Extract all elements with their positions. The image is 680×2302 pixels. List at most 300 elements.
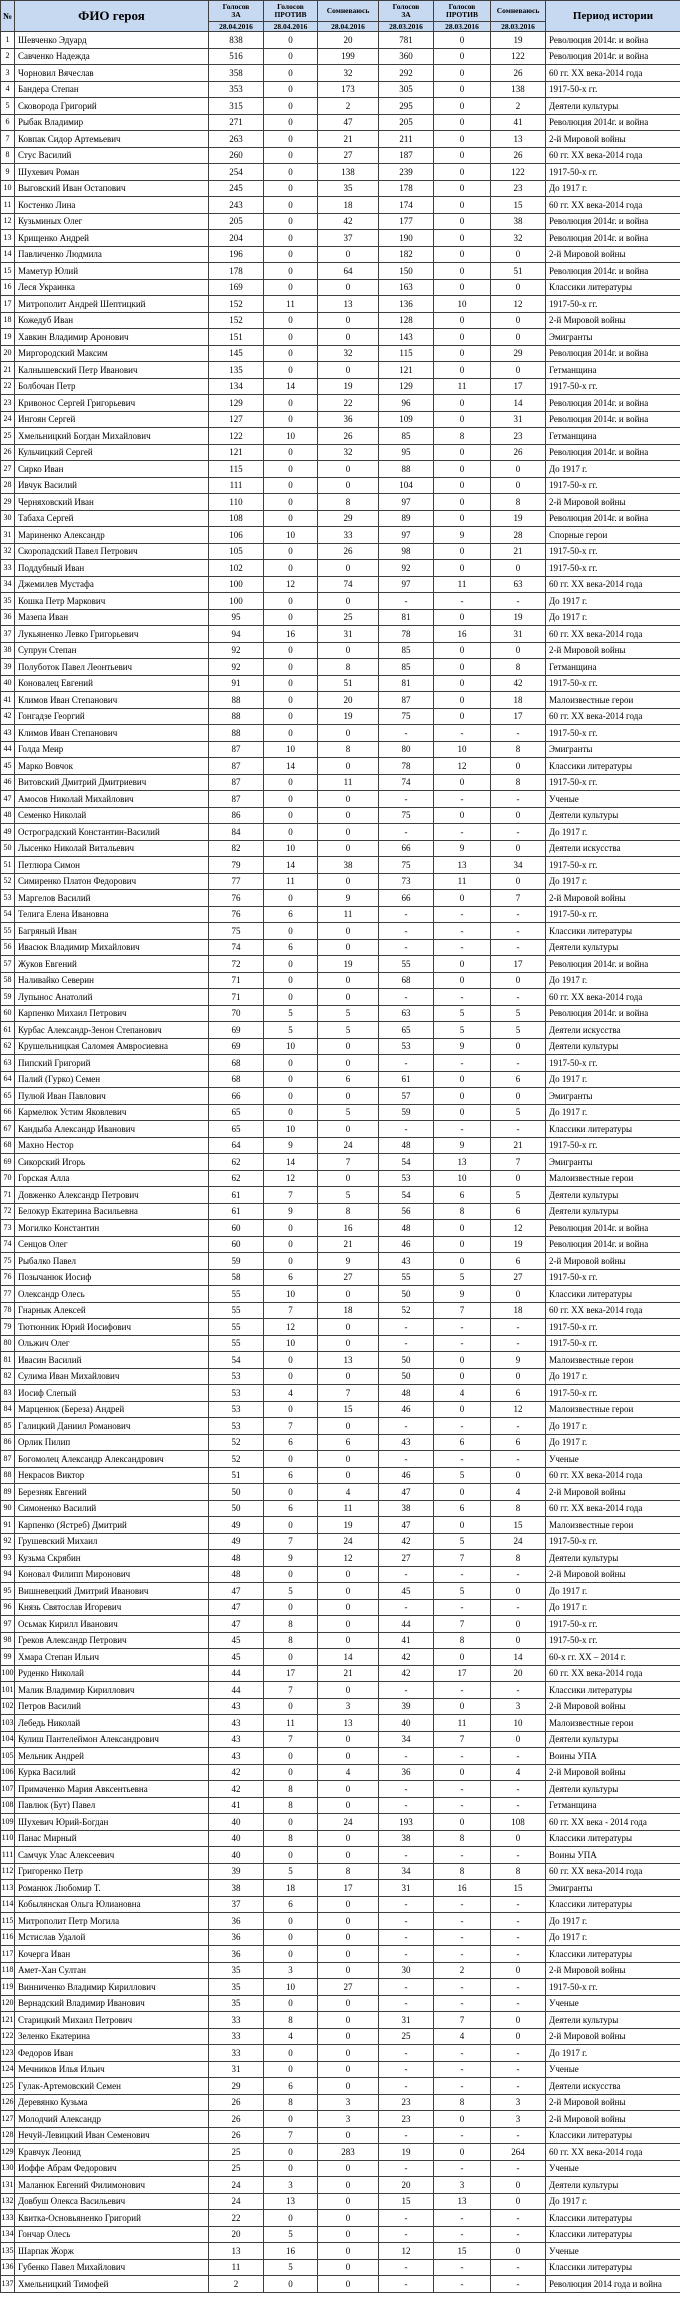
cell-doubt-2804: 19: [318, 956, 379, 973]
cell-doubt-2803: 31: [491, 411, 546, 428]
cell-votes-for-2803: 109: [379, 411, 434, 428]
table-row: [1, 2111, 680, 2128]
cell-votes-against-2804: 4: [264, 2028, 318, 2045]
table-row: [1, 956, 680, 973]
cell-period: 1917-50-х гг.: [546, 477, 680, 494]
cell-votes-for-2804: 37: [209, 1896, 264, 1913]
cell-votes-for-2804: 55: [209, 1319, 264, 1336]
cell-votes-against-2804: 6: [264, 906, 318, 923]
table-row: [1, 65, 680, 82]
cell-doubt-2803: 0: [491, 312, 546, 329]
cell-votes-against-2804: 6: [264, 1467, 318, 1484]
cell-votes-against-2804: 0: [264, 114, 318, 131]
cell-doubt-2803: 5: [491, 1187, 546, 1204]
cell-name: Кузьма Скрябин: [15, 1550, 209, 1567]
cell-doubt-2804: 0: [318, 2160, 379, 2177]
cell-votes-for-2804: 22: [209, 2210, 264, 2227]
cell-votes-against-2804: 11: [264, 873, 318, 890]
cell-period: Спорные герои: [546, 527, 680, 544]
table-row: [1, 230, 680, 247]
cell-votes-against-2804: 0: [264, 1748, 318, 1765]
cell-doubt-2804: 11: [318, 906, 379, 923]
cell-votes-for-2803: 50: [379, 1368, 434, 1385]
cell-period: 60 гг. XX века-2014 года: [546, 626, 680, 643]
cell-doubt-2804: 0: [318, 791, 379, 808]
cell-period: Классики литературы: [546, 2259, 680, 2276]
cell-name: Телига Елена Ивановна: [15, 906, 209, 923]
cell-votes-against-2803: 6: [434, 1187, 491, 1204]
cell-doubt-2804: 0: [318, 1566, 379, 1583]
cell-votes-for-2804: 49: [209, 1517, 264, 1534]
cell-name: Стус Василий: [15, 147, 209, 164]
cell-votes-against-2803: 9: [434, 1038, 491, 1055]
cell-doubt-2804: 0: [318, 2243, 379, 2260]
table-row: [1, 2243, 680, 2260]
cell-votes-against-2803: 16: [434, 1880, 491, 1897]
cell-period: Революция 2014г. и война: [546, 411, 680, 428]
cell-doubt-2804: 0: [318, 873, 379, 890]
table-row: [1, 164, 680, 181]
cell-number: 44: [1, 741, 15, 758]
cell-name: Хмельницкий Тимофей: [15, 2276, 209, 2293]
cell-votes-against-2804: 12: [264, 1319, 318, 1336]
cell-doubt-2804: 199: [318, 48, 379, 65]
cell-votes-against-2804: 0: [264, 2160, 318, 2177]
cell-votes-against-2803: -: [434, 2210, 491, 2227]
cell-number: 84: [1, 1401, 15, 1418]
cell-votes-against-2803: 11: [434, 1715, 491, 1732]
cell-votes-for-2803: -: [379, 2045, 434, 2062]
cell-votes-against-2804: 8: [264, 2094, 318, 2111]
cell-number: 81: [1, 1352, 15, 1369]
cell-votes-for-2804: 65: [209, 1104, 264, 1121]
cell-number: 67: [1, 1121, 15, 1138]
cell-doubt-2804: 0: [318, 560, 379, 577]
cell-doubt-2803: 15: [491, 1517, 546, 1534]
cell-votes-against-2803: 0: [434, 675, 491, 692]
cell-name: Махно Нестор: [15, 1137, 209, 1154]
cell-period: 60 гг. XX века-2014 года: [546, 197, 680, 214]
cell-votes-for-2803: 30: [379, 1962, 434, 1979]
cell-votes-against-2804: 3: [264, 2177, 318, 2194]
cell-votes-for-2803: 143: [379, 329, 434, 346]
table-row: [1, 1467, 680, 1484]
cell-votes-for-2804: 50: [209, 1484, 264, 1501]
cell-votes-for-2804: 105: [209, 543, 264, 560]
cell-period: 60 гг. XX века-2014 года: [546, 1302, 680, 1319]
header-label: [209, 1, 263, 21]
cell-name: Горская Алла: [15, 1170, 209, 1187]
cell-doubt-2803: -: [491, 791, 546, 808]
cell-name: Кочерга Иван: [15, 1946, 209, 1963]
cell-votes-against-2804: 7: [264, 1418, 318, 1435]
table-row: [1, 1995, 680, 2012]
cell-number: 82: [1, 1368, 15, 1385]
cell-votes-against-2804: 0: [264, 362, 318, 379]
cell-votes-against-2803: -: [434, 1979, 491, 1996]
cell-votes-for-2804: 64: [209, 1137, 264, 1154]
cell-doubt-2804: 7: [318, 1154, 379, 1171]
cell-doubt-2803: 4: [491, 1764, 546, 1781]
cell-doubt-2804: 0: [318, 2012, 379, 2029]
cell-period: Малоизвестные герои: [546, 1715, 680, 1732]
cell-votes-for-2804: 102: [209, 560, 264, 577]
cell-votes-against-2803: -: [434, 2061, 491, 2078]
cell-votes-against-2804: 0: [264, 180, 318, 197]
cell-name: Вишневецкий Дмитрий Иванович: [15, 1583, 209, 1600]
cell-votes-against-2803: -: [434, 939, 491, 956]
cell-votes-against-2803: 0: [434, 213, 491, 230]
table-row: [1, 2127, 680, 2144]
cell-name: Орлик Пилип: [15, 1434, 209, 1451]
cell-votes-for-2803: -: [379, 989, 434, 1006]
cell-period: Малоизвестные герои: [546, 1170, 680, 1187]
cell-votes-for-2804: 111: [209, 477, 264, 494]
cell-number: 89: [1, 1484, 15, 1501]
cell-votes-for-2804: 26: [209, 2127, 264, 2144]
cell-votes-for-2803: -: [379, 1946, 434, 1963]
cell-votes-for-2804: 106: [209, 527, 264, 544]
cell-votes-for-2804: 82: [209, 840, 264, 857]
cell-doubt-2804: 138: [318, 164, 379, 181]
cell-votes-for-2804: 31: [209, 2061, 264, 2078]
cell-number: 90: [1, 1500, 15, 1517]
cell-period: Деятели культуры: [546, 807, 680, 824]
cell-votes-against-2804: 9: [264, 1550, 318, 1567]
cell-votes-against-2804: 0: [264, 411, 318, 428]
cell-name: Гончар Олесь: [15, 2226, 209, 2243]
cell-doubt-2803: -: [491, 593, 546, 610]
table-row: [1, 345, 680, 362]
cell-period: 1917-50-х гг.: [546, 1335, 680, 1352]
cell-doubt-2803: 0: [491, 1467, 546, 1484]
cell-votes-against-2803: 8: [434, 428, 491, 445]
cell-votes-for-2803: 43: [379, 1253, 434, 1270]
cell-doubt-2803: 0: [491, 1038, 546, 1055]
cell-period: Революция 2014г. и война: [546, 32, 680, 49]
table-row: [1, 1401, 680, 1418]
cell-period: 2-й Мировой войны: [546, 312, 680, 329]
header-date: 28.04.2016: [264, 21, 317, 31]
cell-number: 125: [1, 2078, 15, 2095]
cell-votes-for-2804: 127: [209, 411, 264, 428]
cell-period: До 1917 г.: [546, 1104, 680, 1121]
cell-doubt-2803: -: [491, 906, 546, 923]
cell-votes-against-2803: -: [434, 1335, 491, 1352]
header-votes-for-2803: [379, 1, 434, 32]
cell-doubt-2804: 20: [318, 692, 379, 709]
cell-votes-for-2804: 516: [209, 48, 264, 65]
table-row: [1, 840, 680, 857]
cell-votes-against-2803: 0: [434, 1814, 491, 1831]
cell-votes-against-2804: 0: [264, 48, 318, 65]
cell-name: Греков Александр Петрович: [15, 1632, 209, 1649]
cell-votes-for-2803: -: [379, 824, 434, 841]
cell-number: 36: [1, 609, 15, 626]
cell-votes-for-2804: 88: [209, 725, 264, 742]
table-row: [1, 1863, 680, 1880]
cell-doubt-2804: 0: [318, 840, 379, 857]
cell-votes-against-2803: 9: [434, 527, 491, 544]
cell-doubt-2803: 24: [491, 1533, 546, 1550]
cell-votes-for-2804: 39: [209, 1863, 264, 1880]
cell-votes-against-2803: 0: [434, 1071, 491, 1088]
table-row: [1, 147, 680, 164]
cell-votes-against-2803: 16: [434, 626, 491, 643]
cell-doubt-2803: 3: [491, 2111, 546, 2128]
cell-votes-for-2804: 25: [209, 2144, 264, 2161]
table-row: [1, 444, 680, 461]
cell-name: Болбочан Петр: [15, 378, 209, 395]
cell-doubt-2804: 0: [318, 923, 379, 940]
table-row: [1, 824, 680, 841]
cell-votes-against-2803: 0: [434, 1517, 491, 1534]
cell-votes-against-2803: -: [434, 989, 491, 1006]
cell-votes-for-2804: 76: [209, 890, 264, 907]
table-row: [1, 1781, 680, 1798]
cell-votes-against-2804: 0: [264, 329, 318, 346]
cell-votes-for-2804: 263: [209, 131, 264, 148]
cell-doubt-2803: 0: [491, 2177, 546, 2194]
cell-votes-against-2803: -: [434, 906, 491, 923]
cell-doubt-2803: 4: [491, 1484, 546, 1501]
cell-period: До 1917 г.: [546, 824, 680, 841]
cell-doubt-2803: 6: [491, 1071, 546, 1088]
cell-votes-for-2804: 53: [209, 1368, 264, 1385]
cell-name: Самчук Улас Алексеевич: [15, 1847, 209, 1864]
cell-name: Бандера Степан: [15, 81, 209, 98]
table-row: [1, 1616, 680, 1633]
cell-doubt-2804: 0: [318, 1962, 379, 1979]
header-label-line: Голосов: [277, 2, 304, 11]
cell-votes-for-2804: 196: [209, 246, 264, 263]
cell-votes-against-2804: 0: [264, 1814, 318, 1831]
cell-votes-against-2804: 0: [264, 1649, 318, 1666]
cell-votes-against-2804: 0: [264, 1946, 318, 1963]
cell-votes-against-2804: 17: [264, 1665, 318, 1682]
cell-doubt-2803: 0: [491, 1583, 546, 1600]
cell-period: Ученые: [546, 2243, 680, 2260]
cell-votes-for-2803: 292: [379, 65, 434, 82]
cell-votes-for-2804: 135: [209, 362, 264, 379]
cell-votes-for-2804: 178: [209, 263, 264, 280]
cell-number: 107: [1, 1781, 15, 1798]
cell-doubt-2803: -: [491, 1335, 546, 1352]
cell-votes-against-2803: -: [434, 2127, 491, 2144]
cell-doubt-2803: 0: [491, 246, 546, 263]
cell-name: Осьмак Кирилл Иванович: [15, 1616, 209, 1633]
table-row: [1, 114, 680, 131]
table-row: [1, 395, 680, 412]
cell-votes-against-2803: 0: [434, 444, 491, 461]
cell-period: 60 гг. XX века-2014 года: [546, 2144, 680, 2161]
cell-votes-against-2804: 0: [264, 774, 318, 791]
cell-votes-for-2803: 44: [379, 1616, 434, 1633]
cell-doubt-2804: 0: [318, 2127, 379, 2144]
cell-number: 28: [1, 477, 15, 494]
cell-votes-against-2804: 0: [264, 989, 318, 1006]
cell-doubt-2803: -: [491, 2276, 546, 2293]
cell-name: Гулак-Артемовский Семен: [15, 2078, 209, 2095]
cell-doubt-2803: 8: [491, 659, 546, 676]
cell-number: 12: [1, 213, 15, 230]
cell-votes-against-2804: 0: [264, 1599, 318, 1616]
cell-period: Малоизвестные герои: [546, 1352, 680, 1369]
cell-votes-against-2804: 10: [264, 527, 318, 544]
cell-name: Симиренко Платон Федорович: [15, 873, 209, 890]
cell-votes-against-2804: 10: [264, 1286, 318, 1303]
cell-number: 91: [1, 1517, 15, 1534]
cell-period: Малоизвестные герои: [546, 1401, 680, 1418]
cell-votes-for-2804: 60: [209, 1236, 264, 1253]
cell-votes-against-2804: 0: [264, 1220, 318, 1237]
cell-number: 75: [1, 1253, 15, 1270]
cell-number: 99: [1, 1649, 15, 1666]
cell-doubt-2803: 26: [491, 65, 546, 82]
cell-votes-for-2803: 187: [379, 147, 434, 164]
cell-doubt-2804: 18: [318, 1302, 379, 1319]
cell-period: Классики литературы: [546, 758, 680, 775]
cell-doubt-2804: 4: [318, 1764, 379, 1781]
table-row: [1, 213, 680, 230]
cell-votes-for-2804: 25: [209, 2160, 264, 2177]
cell-doubt-2804: 27: [318, 1269, 379, 1286]
cell-name: Курка Василий: [15, 1764, 209, 1781]
cell-number: 11: [1, 197, 15, 214]
cell-votes-against-2803: -: [434, 1781, 491, 1798]
cell-votes-against-2803: 0: [434, 114, 491, 131]
cell-number: 100: [1, 1665, 15, 1682]
cell-number: 71: [1, 1187, 15, 1204]
cell-period: До 1917 г.: [546, 1913, 680, 1930]
cell-number: 60: [1, 1005, 15, 1022]
cell-doubt-2804: 7: [318, 1385, 379, 1402]
cell-votes-for-2804: 44: [209, 1682, 264, 1699]
cell-doubt-2804: 3: [318, 2111, 379, 2128]
cell-votes-against-2803: 11: [434, 378, 491, 395]
cell-name: Олександр Олесь: [15, 1286, 209, 1303]
cell-name: Кожедуб Иван: [15, 312, 209, 329]
cell-doubt-2803: 8: [491, 741, 546, 758]
cell-doubt-2804: 51: [318, 675, 379, 692]
cell-votes-against-2804: 0: [264, 32, 318, 49]
cell-period: Деятели культуры: [546, 1781, 680, 1798]
cell-doubt-2803: 18: [491, 692, 546, 709]
cell-votes-against-2804: 8: [264, 1632, 318, 1649]
cell-period: 2-й Мировой войны: [546, 1484, 680, 1501]
table-row: [1, 1913, 680, 1930]
cell-doubt-2803: -: [491, 1781, 546, 1798]
cell-doubt-2804: 0: [318, 2276, 379, 2293]
cell-votes-for-2803: -: [379, 923, 434, 940]
cell-doubt-2804: 21: [318, 1665, 379, 1682]
table-row: [1, 1220, 680, 1237]
cell-period: 1917-50-х гг.: [546, 560, 680, 577]
cell-votes-for-2804: 245: [209, 180, 264, 197]
cell-name: Савченко Надежда: [15, 48, 209, 65]
cell-votes-for-2804: 45: [209, 1632, 264, 1649]
cell-votes-against-2804: 14: [264, 758, 318, 775]
cell-votes-against-2804: 8: [264, 1830, 318, 1847]
table-row: [1, 972, 680, 989]
cell-votes-for-2804: 35: [209, 1995, 264, 2012]
cell-doubt-2803: -: [491, 1847, 546, 1864]
cell-period: Ученые: [546, 791, 680, 808]
cell-votes-for-2803: 39: [379, 1698, 434, 1715]
cell-votes-for-2803: -: [379, 906, 434, 923]
cell-votes-for-2804: 205: [209, 213, 264, 230]
table-row: [1, 1599, 680, 1616]
cell-doubt-2804: 16: [318, 1220, 379, 1237]
cell-doubt-2803: 0: [491, 972, 546, 989]
table-row: [1, 296, 680, 313]
cell-votes-for-2803: 15: [379, 2193, 434, 2210]
cell-doubt-2804: 0: [318, 1319, 379, 1336]
cell-votes-against-2804: 6: [264, 2078, 318, 2095]
cell-doubt-2804: 0: [318, 329, 379, 346]
cell-votes-against-2804: 0: [264, 1451, 318, 1468]
cell-votes-against-2804: 0: [264, 1995, 318, 2012]
cell-period: Деятели культуры: [546, 98, 680, 115]
cell-votes-for-2804: 47: [209, 1583, 264, 1600]
cell-doubt-2804: 5: [318, 1005, 379, 1022]
cell-period: 1917-50-х гг.: [546, 774, 680, 791]
table-row: [1, 1154, 680, 1171]
cell-votes-for-2804: 65: [209, 1121, 264, 1138]
cell-votes-for-2804: 88: [209, 708, 264, 725]
cell-name: Миргородский Максим: [15, 345, 209, 362]
cell-name: Ивасин Василий: [15, 1352, 209, 1369]
cell-doubt-2803: 5: [491, 1005, 546, 1022]
cell-votes-against-2804: 6: [264, 1269, 318, 1286]
cell-doubt-2804: 0: [318, 1055, 379, 1072]
cell-votes-for-2804: 20: [209, 2226, 264, 2243]
table-row: [1, 329, 680, 346]
cell-number: 126: [1, 2094, 15, 2111]
cell-number: 105: [1, 1748, 15, 1765]
table-row: [1, 180, 680, 197]
cell-period: Деятели культуры: [546, 1038, 680, 1055]
cell-period: 60 гг. XX века-2014 года: [546, 708, 680, 725]
cell-name: Лупынос Анатолий: [15, 989, 209, 1006]
cell-period: Революция 2014г. и война: [546, 1236, 680, 1253]
cell-doubt-2803: 23: [491, 428, 546, 445]
cell-votes-against-2804: 6: [264, 1500, 318, 1517]
table-row: [1, 378, 680, 395]
cell-period: 60 гг. XX века-2014 года: [546, 1665, 680, 1682]
cell-votes-for-2804: 58: [209, 1269, 264, 1286]
cell-doubt-2803: 0: [491, 2243, 546, 2260]
header-label: [491, 1, 545, 21]
cell-number: 69: [1, 1154, 15, 1171]
cell-number: 16: [1, 279, 15, 296]
cell-name: Маланюк Евгений Филимонович: [15, 2177, 209, 2194]
cell-votes-for-2804: 838: [209, 32, 264, 49]
header-doubt-2803: [491, 1, 546, 32]
cell-votes-against-2803: -: [434, 2276, 491, 2293]
cell-votes-against-2804: 0: [264, 2144, 318, 2161]
table-row: [1, 609, 680, 626]
cell-name: Амет-Хан Султан: [15, 1962, 209, 1979]
cell-doubt-2803: 264: [491, 2144, 546, 2161]
cell-doubt-2803: 34: [491, 857, 546, 874]
table-row: [1, 560, 680, 577]
cell-period: Деятели культуры: [546, 1187, 680, 1204]
cell-number: 102: [1, 1698, 15, 1715]
cell-votes-against-2803: 0: [434, 1253, 491, 1270]
cell-period: Революция 2014г. и война: [546, 230, 680, 247]
cell-number: 131: [1, 2177, 15, 2194]
